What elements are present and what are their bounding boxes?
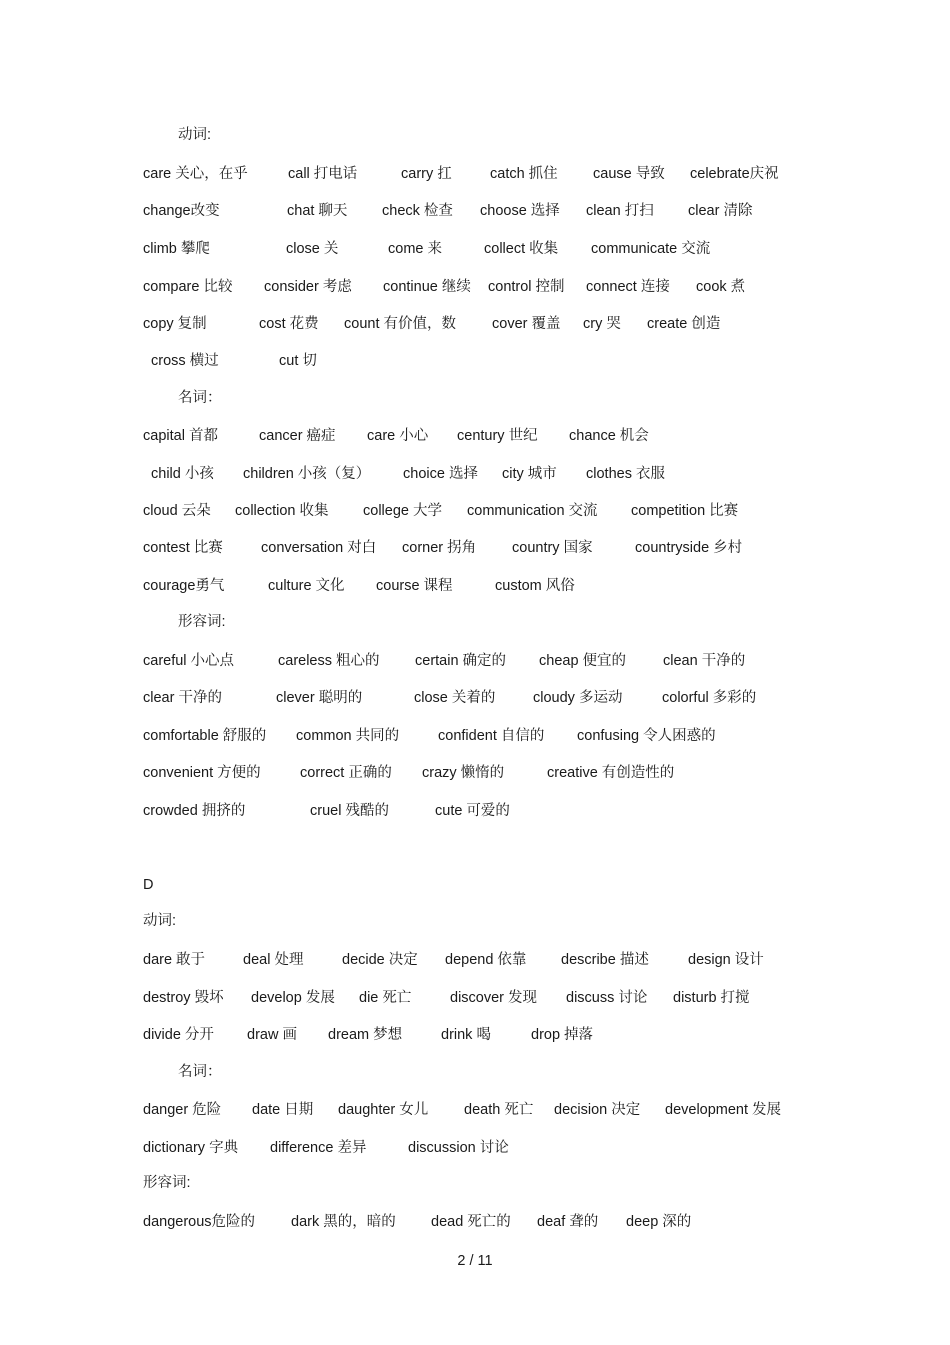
word-entry: cook 煮 bbox=[696, 279, 746, 295]
word-entry: certain 确定的 bbox=[415, 653, 507, 669]
d-nouns-row-1 bbox=[143, 1099, 830, 1121]
word-entry: decision 决定 bbox=[554, 1102, 641, 1118]
word-entry: continue 继续 bbox=[383, 279, 471, 295]
word-entry: cause 导致 bbox=[593, 166, 665, 182]
word-entry: cut 切 bbox=[279, 353, 317, 369]
word-entry: design 设计 bbox=[688, 952, 764, 968]
c-nouns-row-2 bbox=[151, 463, 830, 485]
word-entry: culture 文化 bbox=[268, 578, 345, 594]
word-entry: decide 决定 bbox=[342, 952, 418, 968]
word-entry: comfortable 舒服的 bbox=[143, 728, 267, 744]
word-entry: change改变 bbox=[143, 203, 220, 219]
word-entry: dangerous危险的 bbox=[143, 1214, 256, 1230]
word-entry: conversation 对白 bbox=[261, 540, 377, 556]
word-entry: capital 首都 bbox=[143, 428, 218, 444]
section-letter-d: D bbox=[143, 877, 154, 893]
word-entry: choice 选择 bbox=[403, 466, 478, 482]
c-nouns-heading: 名词： bbox=[178, 390, 222, 406]
word-entry: course 课程 bbox=[376, 578, 453, 594]
c-nouns-row-4 bbox=[143, 537, 830, 559]
word-entry: date 日期 bbox=[252, 1102, 314, 1118]
word-entry: deal 处理 bbox=[243, 952, 304, 968]
word-entry: destroy 毁坏 bbox=[143, 990, 224, 1006]
d-verbs-row-2 bbox=[143, 987, 830, 1009]
c-verbs-row-3 bbox=[143, 238, 830, 260]
word-entry: divide 分开 bbox=[143, 1027, 214, 1043]
word-entry: draw 画 bbox=[247, 1027, 297, 1043]
word-entry: discover 发现 bbox=[450, 990, 538, 1006]
word-entry: competition 比赛 bbox=[631, 503, 739, 519]
word-entry: copy 复制 bbox=[143, 316, 207, 332]
page-number: 2 / 11 bbox=[457, 1253, 493, 1269]
word-entry: correct 正确的 bbox=[300, 765, 392, 781]
word-entry: city 城市 bbox=[502, 466, 557, 482]
word-entry: clean 干净的 bbox=[663, 653, 746, 669]
c-adjs-row-1 bbox=[143, 650, 830, 672]
word-entry: country 国家 bbox=[512, 540, 593, 556]
d-verbs-heading: 动词: bbox=[143, 913, 177, 929]
word-entry: care 小心 bbox=[367, 428, 429, 444]
word-entry: common 共同的 bbox=[296, 728, 400, 744]
c-nouns-row-1 bbox=[143, 425, 830, 447]
c-nouns-row-5 bbox=[143, 575, 830, 597]
c-adjs-row-3 bbox=[143, 725, 830, 747]
word-entry: cute 可爱的 bbox=[435, 803, 510, 819]
word-entry: deep 深的 bbox=[626, 1214, 692, 1230]
word-entry: drop 掉落 bbox=[531, 1027, 594, 1043]
word-entry: care 关心，在乎 bbox=[143, 166, 248, 182]
word-entry: cruel 残酷的 bbox=[310, 803, 389, 819]
word-entry: cost 花费 bbox=[259, 316, 319, 332]
c-adjs-heading: 形容词: bbox=[178, 614, 226, 630]
word-entry: describe 描述 bbox=[561, 952, 649, 968]
word-entry: control 控制 bbox=[488, 279, 565, 295]
word-entry: colorful 多彩的 bbox=[662, 690, 757, 706]
word-entry: carry 扛 bbox=[401, 166, 452, 182]
word-entry: discussion 讨论 bbox=[408, 1140, 509, 1156]
c-verbs-row-4 bbox=[143, 276, 830, 298]
word-entry: daughter 女儿 bbox=[338, 1102, 429, 1118]
d-nouns-row-2 bbox=[143, 1137, 830, 1159]
word-entry: children 小孩（复） bbox=[243, 466, 371, 482]
word-entry: depend 依靠 bbox=[445, 952, 527, 968]
word-entry: college 大学 bbox=[363, 503, 442, 519]
word-entry: catch 抓住 bbox=[490, 166, 558, 182]
word-entry: corner 拐角 bbox=[402, 540, 477, 556]
c-adjs-row-4 bbox=[143, 762, 830, 784]
word-entry: cloud 云朵 bbox=[143, 503, 211, 519]
d-verbs-row-1 bbox=[143, 949, 830, 971]
word-entry: chat 聊天 bbox=[287, 203, 348, 219]
word-entry: custom 风俗 bbox=[495, 578, 575, 594]
word-entry: dictionary 字典 bbox=[143, 1140, 239, 1156]
d-adjs-heading: 形容词: bbox=[143, 1175, 191, 1191]
word-entry: clever 聪明的 bbox=[276, 690, 363, 706]
word-entry: consider 考虑 bbox=[264, 279, 352, 295]
word-entry: cancer 癌症 bbox=[259, 428, 336, 444]
word-entry: create 创造 bbox=[647, 316, 721, 332]
word-entry: clean 打扫 bbox=[586, 203, 654, 219]
word-entry: century 世纪 bbox=[457, 428, 538, 444]
word-entry: communication 交流 bbox=[467, 503, 598, 519]
word-entry: dream 梦想 bbox=[328, 1027, 403, 1043]
c-verbs-row-1 bbox=[143, 163, 830, 185]
word-entry: celebrate庆祝 bbox=[690, 166, 779, 182]
d-verbs-row-3 bbox=[143, 1024, 830, 1046]
word-entry: develop 发展 bbox=[251, 990, 335, 1006]
word-entry: crowded 拥挤的 bbox=[143, 803, 246, 819]
word-entry: convenient 方便的 bbox=[143, 765, 261, 781]
word-entry: drink 喝 bbox=[441, 1027, 491, 1043]
word-entry: confusing 令人困惑的 bbox=[577, 728, 716, 744]
word-entry: danger 危险 bbox=[143, 1102, 222, 1118]
word-entry: compare 比较 bbox=[143, 279, 233, 295]
word-entry: communicate 交流 bbox=[591, 241, 711, 257]
word-entry: careless 粗心的 bbox=[278, 653, 380, 669]
word-entry: choose 选择 bbox=[480, 203, 560, 219]
word-entry: discuss 讨论 bbox=[566, 990, 648, 1006]
word-entry: climb 攀爬 bbox=[143, 241, 210, 257]
word-entry: dark 黑的，暗的 bbox=[291, 1214, 396, 1230]
c-verbs-row-2 bbox=[143, 200, 830, 222]
word-entry: careful 小心点 bbox=[143, 653, 235, 669]
word-entry: chance 机会 bbox=[569, 428, 649, 444]
word-entry: clear 干净的 bbox=[143, 690, 222, 706]
word-entry: cloudy 多运动 bbox=[533, 690, 623, 706]
word-entry: confident 自信的 bbox=[438, 728, 545, 744]
word-entry: collect 收集 bbox=[484, 241, 559, 257]
word-entry: cheap 便宜的 bbox=[539, 653, 627, 669]
word-entry: crazy 懒惰的 bbox=[422, 765, 505, 781]
word-entry: disturb 打搅 bbox=[673, 990, 750, 1006]
c-adjs-row-2 bbox=[143, 687, 830, 709]
word-entry: cry 哭 bbox=[583, 316, 621, 332]
word-entry: clear 清除 bbox=[688, 203, 753, 219]
c-nouns-row-3 bbox=[143, 500, 830, 522]
word-entry: dare 敢于 bbox=[143, 952, 206, 968]
d-adjs-row-1 bbox=[143, 1211, 830, 1233]
word-entry: count 有价值，数 bbox=[344, 316, 456, 332]
word-entry: child 小孩 bbox=[151, 466, 214, 482]
word-entry: difference 差异 bbox=[270, 1140, 367, 1156]
word-entry: clothes 衣服 bbox=[586, 466, 665, 482]
c-verbs-heading: 动词: bbox=[178, 127, 212, 143]
word-entry: call 打电话 bbox=[288, 166, 358, 182]
word-entry: cover 覆盖 bbox=[492, 316, 561, 332]
c-verbs-row-5 bbox=[143, 313, 830, 335]
word-entry: check 检查 bbox=[382, 203, 453, 219]
word-entry: close 关 bbox=[286, 241, 339, 257]
word-entry: death 死亡 bbox=[464, 1102, 534, 1118]
word-entry: cross 横过 bbox=[151, 353, 219, 369]
c-verbs-row-6 bbox=[151, 350, 830, 372]
word-entry: close 关着的 bbox=[414, 690, 496, 706]
word-entry: countryside 乡村 bbox=[635, 540, 743, 556]
word-entry: courage勇气 bbox=[143, 578, 225, 594]
d-nouns-heading: 名词： bbox=[178, 1064, 222, 1080]
word-entry: contest 比赛 bbox=[143, 540, 223, 556]
word-entry: collection 收集 bbox=[235, 503, 329, 519]
word-entry: dead 死亡的 bbox=[431, 1214, 511, 1230]
c-adjs-row-5 bbox=[143, 800, 830, 822]
word-entry: die 死亡 bbox=[359, 990, 412, 1006]
word-entry: development 发展 bbox=[665, 1102, 782, 1118]
word-entry: come 来 bbox=[388, 241, 442, 257]
word-entry: connect 连接 bbox=[586, 279, 670, 295]
word-entry: creative 有创造性的 bbox=[547, 765, 675, 781]
word-entry: deaf 聋的 bbox=[537, 1214, 599, 1230]
